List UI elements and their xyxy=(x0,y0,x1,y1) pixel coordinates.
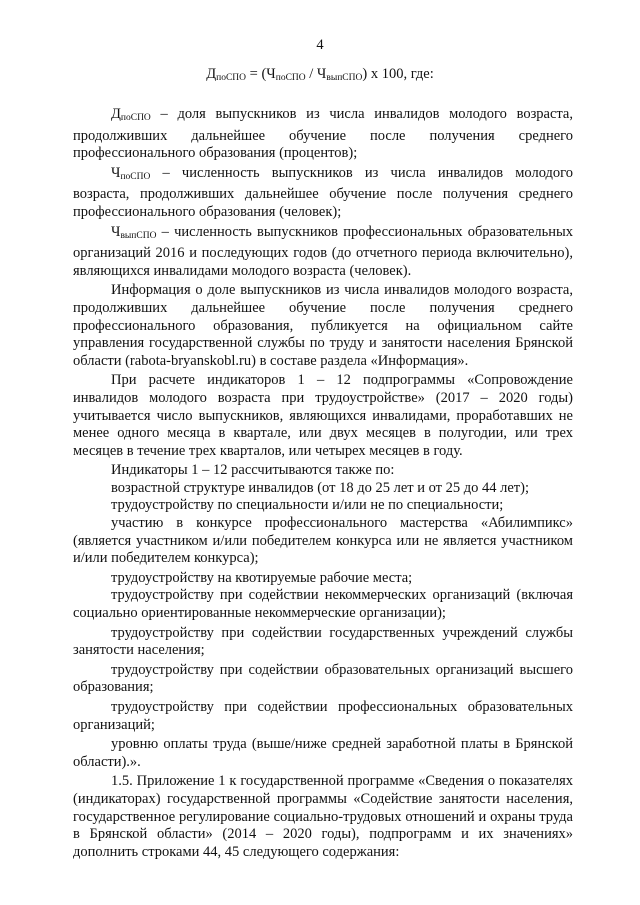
list-item: трудоустройству по специальности и/или не по специальности; xyxy=(111,497,504,514)
info-paragraph: Информация о доле выпускников из числа инвалидов молодого возраста, продолживших дальнейшее обучение после получения среднего профессионального образования, публикуется на официальном сайте управления государственной службы по труду и занятости населения Брянской области (rabota-bryanskobl.ru) в составе раздела «Информация». xyxy=(73,282,573,369)
formula-ch1: Ч xyxy=(266,66,276,82)
indicators-paragraph: При расчете индикаторов 1 – 12 подпрограммы «Сопровождение инвалидов молодого возраста при трудоустройстве» (2017 – 2020 годы) учитывается число выпускников, являющихся инвалидами, проработавших не менее одного месяца в квартале, или двух месяцев в полугодии, или трех месяцев в течение трех кварталов, или четырех месяцев в году. xyxy=(73,372,573,459)
term-subscript: выпСПО xyxy=(120,230,157,241)
list-item: уровню оплаты труда (выше/ниже средней заработной платы в Брянской области).». xyxy=(73,736,573,770)
definition-term xyxy=(111,224,156,240)
formula-tail: ) х 100, где: xyxy=(362,66,434,82)
list-item: возрастной структуре инвалидов (от 18 до 25 лет и от 25 до 44 лет); xyxy=(111,479,529,496)
term-symbol: Ч xyxy=(111,164,121,181)
formula-eq: = ( xyxy=(246,66,267,82)
definition-paragraph xyxy=(73,106,573,163)
formula-d-sub: поСПО xyxy=(216,73,247,83)
definition-paragraph xyxy=(73,224,573,281)
formula-d: Д xyxy=(206,66,217,82)
definition-text: – численность выпускников профессиональных образовательных организаций 2016 и последующих годов (до отчетного периода включительно), являющихся инвалидами молодого возраста (человек). xyxy=(73,223,573,279)
formula xyxy=(0,66,640,83)
formula-div: / xyxy=(305,66,317,82)
term-symbol: Ч xyxy=(111,223,121,240)
list-item: трудоустройству при содействии государственных учреждений службы занятости населения; xyxy=(73,624,573,659)
formula-ch2: Ч xyxy=(316,66,327,82)
list-item: трудоустройству на квотируемые рабочие места; xyxy=(111,569,413,586)
term-symbol: Д xyxy=(111,106,121,122)
amendment-paragraph: 1.5. Приложение 1 к государственной программе «Сведения о показателях (индикаторах) государственной программы «Содействие занятости населения, государственное регулирование социально-трудовых отношений и охраны труда в Брянской области» (2014 – 2020 годы), подпрограмм и их значениях» дополнить строками 44, 45 следующего содержания: xyxy=(73,773,573,860)
list-item: трудоустройству при содействии образовательных организаций высшего образования; xyxy=(73,661,573,696)
definition-term xyxy=(111,165,150,181)
definition-term xyxy=(111,106,151,122)
list-item: трудоустройству при содействии профессиональных образовательных организаций; xyxy=(73,699,573,733)
indicators-intro: Индикаторы 1 – 12 рассчитываются также по: xyxy=(111,462,395,479)
definition-text: – доля выпускников из числа инвалидов молодого возраста, продолживших дальнейшее обучение после получения среднего профессионального образования (процентов); xyxy=(73,106,573,162)
page-number: 4 xyxy=(316,37,324,53)
term-subscript: поСПО xyxy=(120,171,151,182)
definition-paragraph xyxy=(73,165,573,222)
list-item: трудоустройству при содействии некоммерческих организаций (включая социально ориентированные некоммерческие организации); xyxy=(73,587,573,622)
formula-ch1-sub: поСПО xyxy=(275,73,306,83)
definition-text: – численность выпускников из числа инвалидов молодого возраста, продолживших дальнейшее обучение после получения среднего профессионального образования (человек); xyxy=(73,164,573,220)
list-item: участию в конкурсе профессионального мастерства «Абилимпикс» (является участником и/или победителем конкурса или не является участником и/или победителем конкурса); xyxy=(73,515,573,567)
formula-ch2-sub: выпСПО xyxy=(326,73,363,83)
document-body xyxy=(73,106,573,863)
term-subscript: поСПО xyxy=(120,113,151,123)
